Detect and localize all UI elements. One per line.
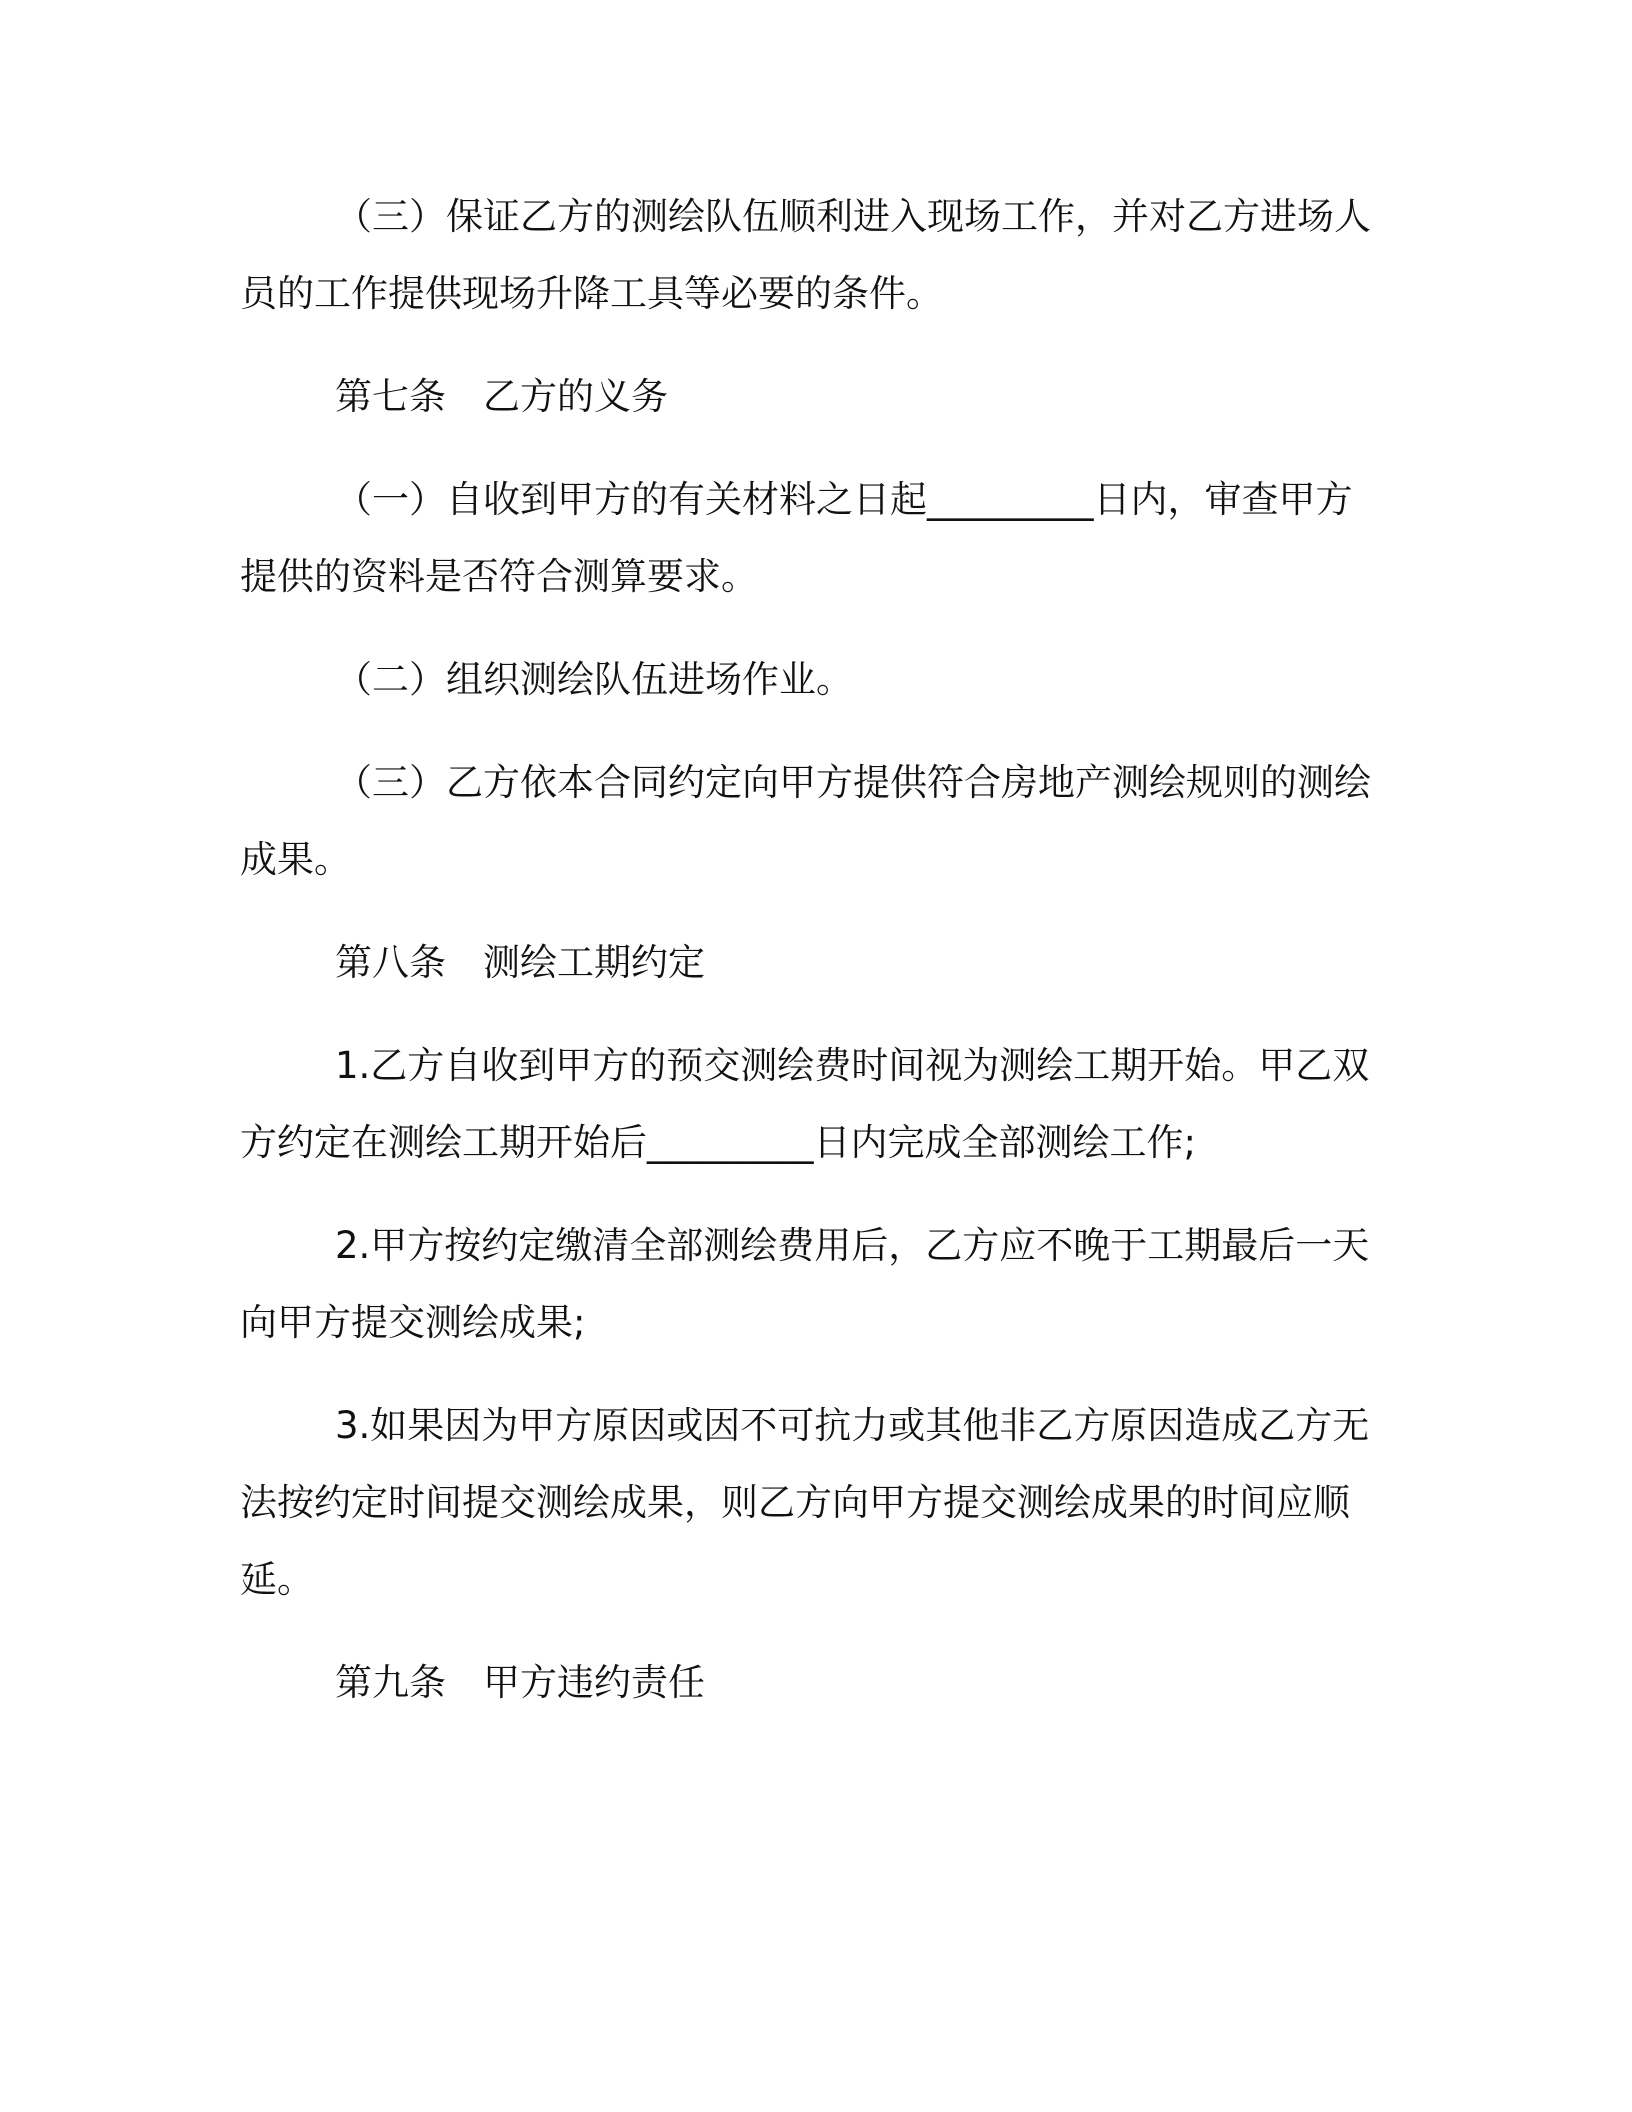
paragraph-line: （三）乙方依本合同约定向甲方提供符合房地产测绘规则的测绘 (335, 761, 1371, 804)
article-9-heading: 第九条 甲方违约责任 (335, 1661, 705, 1704)
paragraph-line: 3.如果因为甲方原因或因不可抗力或其他非乙方原因造成乙方无 (335, 1404, 1370, 1447)
paragraph-line: （三）保证乙方的测绘队伍顺利进入现场工作，并对乙方进场人 (335, 195, 1371, 238)
paragraph-line: 2.甲方按约定缴清全部测绘费用后，乙方应不晚于工期最后一天 (335, 1224, 1370, 1267)
article-8-heading: 第八条 测绘工期约定 (335, 941, 705, 984)
paragraph-line: 员的工作提供现场升降工具等必要的条件。 (240, 272, 943, 315)
article-7-heading: 第七条 乙方的义务 (335, 375, 668, 418)
paragraph-line: （二）组织测绘队伍进场作业。 (335, 658, 853, 701)
paragraph-line: 法按约定时间提交测绘成果，则乙方向甲方提交测绘成果的时间应顺 (240, 1481, 1350, 1524)
paragraph-line: 1.乙方自收到甲方的预交测绘费时间视为测绘工期开始。甲乙双 (335, 1044, 1370, 1087)
paragraph-line: 延。 (240, 1558, 314, 1601)
paragraph-line: （一）自收到甲方的有关材料之日起_________日内，审查甲方 (335, 478, 1353, 521)
paragraph-line: 成果。 (240, 838, 351, 881)
paragraph-line: 提供的资料是否符合测算要求。 (240, 555, 758, 598)
paragraph-line: 方约定在测绘工期开始后_________日内完成全部测绘工作; (240, 1121, 1196, 1164)
paragraph-line: 向甲方提交测绘成果; (240, 1301, 586, 1344)
